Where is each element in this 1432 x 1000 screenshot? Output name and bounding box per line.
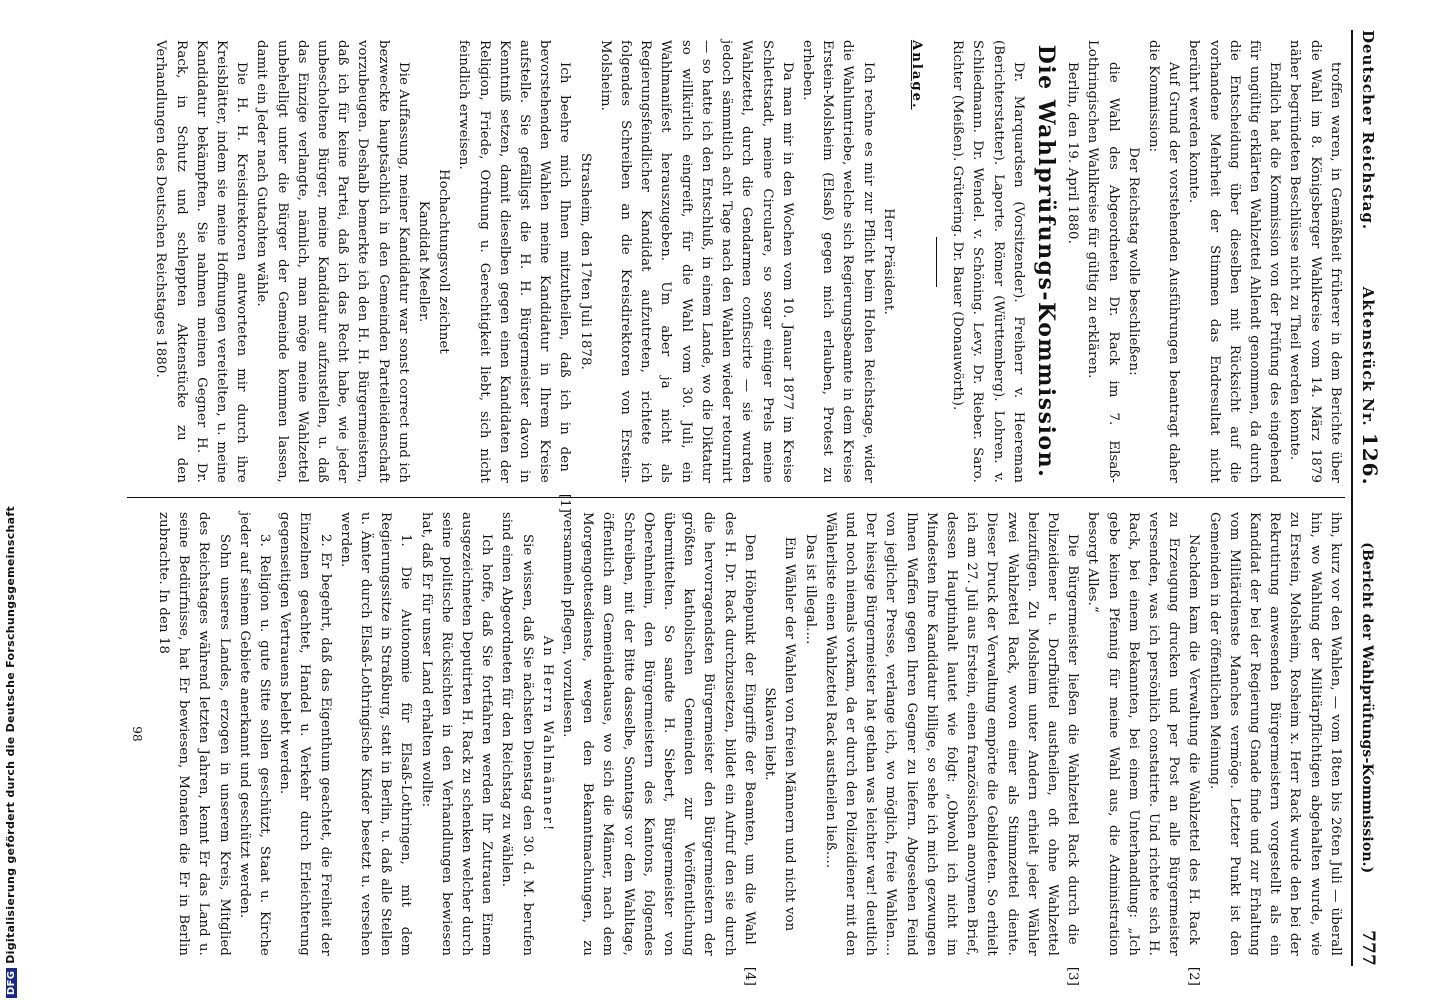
paragraph: 3. Religion u. gute Sitte sollen geschützt, Staat u. Kirche jeder auf seinem Gebiete anerkannt und geschützt werden. xyxy=(236,512,273,956)
margin-mark: [4] xyxy=(741,966,757,986)
digitization-note xyxy=(4,506,17,998)
paragraph-text: Den Höhepunkt der Eingriffe der Beamten, um die Wahl des H. Dr. Rack durchzusetzen, bildet ein Aufruf den sie durch die hervorragendsten Bürgermeister den Bürgermeistern der größten katholischen Gemeinden zur Veröffentlichung übermittelten. So sandte H. Siebert, Bürgermeister von Oberehnheim, den Bürgermeistern des Kantons, folgendes Schreiben, mit der Bitte dasselbe, Sonntags vor dem Wahltage, öffentlich am Gemeindehause, wo sich die Männer, nach dem Morgengottesdienste, wegen den Bekanntmachungen, zu versammeln pflegen, vorzulesen. xyxy=(560,512,757,956)
margin-mark: [1] xyxy=(557,493,573,513)
dfg-logo: DFG xyxy=(6,968,17,998)
paragraph: 1. Die Autonomie für Elsaß-Lothringen, mit dem Regierungssitze in Straßburg, statt in Berlin, u. daß alle Stellen u. Ämter durch Elsaß-Lothringische Kinder besetzt u. versehen werden. xyxy=(337,512,414,956)
anlage-heading: Anlage. xyxy=(908,40,924,110)
header-middle xyxy=(1358,287,1380,486)
paragraph: 2. Er begehrt, daß das Eigenthum geachtet, die Freiheit der Einzelnen geachtet, Handel u. Verkehr durch Erleichterung gegenseitigen Vertrauens belebt werden. xyxy=(277,512,333,956)
paragraph: Sie wissen, daß Sie nächsten Dienstag den 30. d. M. berufen sind einen Abgeordneten für den Reichstag zu wählen. xyxy=(499,512,535,956)
text-columns xyxy=(127,30,1345,986)
header-middle-prefix: Aktenstück Nr. xyxy=(1359,286,1377,427)
paragraph xyxy=(557,512,759,986)
paragraph: Sohn unseres Landes, erzogen in unserem Kreis, Mitglied des Reichstages während letzten Jahren, kennt Er das Land u. seine Bedürfnisse, hat Er bewiesen, Monaten die Er in Berlin zubrachte. In den 18 xyxy=(156,512,232,956)
document-number: 126. xyxy=(1358,432,1382,486)
divider xyxy=(936,237,937,287)
paragraph: Der Reichstag wolle beschließen: xyxy=(1125,147,1141,376)
left-column xyxy=(127,30,1345,513)
paragraph xyxy=(453,40,574,513)
address-heading: An Herrn Wahlmänner! xyxy=(539,635,555,833)
page-header xyxy=(1351,30,1380,966)
paragraph: Die H. H. Kreisdirektoren antworteten mir durch ihre Kreisblätter, indem sie meine Hoffnungen vereitelten, u. meine Kandidatur bekämpften. Sie nahmen meinen Gegner H. Dr. Rack, in Schutz und schleppten Aktenstücke zu den Verhandlungen des Deutschen Reichstages 1880. xyxy=(153,40,250,483)
margin-mark: [3] xyxy=(1065,966,1081,986)
paragraph-text: Nachdem kam die Verwaltung die Wahlzettel des H. Rack zu Erzeugung drucken und per Post an alle Bürgermeister versenden, was ich persönlich constatirte. Und richtete sich H. Rack, bei einem Bekannten, bei einem Unterhandlung: „Ich gebe keinen Pfennig für meine Wahl aus, die Administration besorgt Alles.“ xyxy=(1085,512,1202,956)
paragraph: Ich hoffe, daß Sie fortfahren werden Ihr Zutrauen Einem ausgezeichneten Deputirten H. Rack zu schenken welcher durch seine politische Rücksichten in den Verhandlungen bewiesen hat, daß Er für unser Land erhalten wollte: xyxy=(418,512,495,956)
paragraph: ihn, kurz vor den Wahlen, — vom 18ten bis 26ten Juli — überall hin, wo Wahlung der Militärpflichtigen abgehalten wurde, wie zu Erstein, Molsheim, Rosheim x. Herr Rack wurde den bei der Rekrutirung anwesenden Bürgermeistern vorgestellt als ein Kandidat der bei der Regierung Gnade finde und zur Erhaltung vom Militärdienste Manches vermöge. Letzter Punkt ist den Gemeinden in der öffentlichen Meinung. xyxy=(1206,512,1343,956)
paragraph-text: Ich beehre mich Ihnen mitzutheilen, daß ich in den bevorstehenden Wahlen meine Kandidatur in Ihrem Kreise aufstelle. Sie gefälligst die H. H. Bürgermeister davon in Kenntniß setzen, damit dieselben gegen einen Kandidaten der Religion, Friede, Ordnung u. Gerechtigkeit liebt, sich nicht feindlich erweisen. xyxy=(456,40,573,483)
quote-signature: Ein Wähler der Wahlen von freien Männern und nicht von Sklaven liebt. xyxy=(762,536,798,932)
paragraph: troffen waren, in Gemäßheit früherer in dem Berichte über die Wahl im 8. Königsberger Wahlkreise vom 14. März 1879 näher begründeten Beschlüsse nicht zu Theil werden konnte. xyxy=(1287,40,1343,483)
margin-mark: [2] xyxy=(1186,966,1202,986)
footer-number: 98 xyxy=(129,726,144,742)
paragraph: Das ist illegal.... xyxy=(802,534,818,645)
page-number: 777 xyxy=(1358,930,1378,966)
header-left: Deutscher Reichstag. xyxy=(1359,30,1377,231)
paragraph: Endlich hat die Kommission von der Prüfung des eingehend für ungültig erklärten Wahlzettel Ahlendt genommen, da durch die Entscheidung über dieselben mit Rücksicht auf die vorhandene Mehrheit der Stimmen das Endresultat nicht berührt werden konnte. xyxy=(1186,40,1283,483)
paragraph: Da man mir in den Wochen vom 10. Januar 1877 im Kreise Schlettstadt, meine Circulare, so sogar einiger Prels meine Wahlzettel, durch die Gendarmen confiscirte — sie wurden jedoch sämmtlich acht Tage nach den Wahlen wieder retournirt — so hatte ich den Entschluß, in einem Lande, wo die Diktatur so willkürlich eingreift, für die Wahl vom 30. Juli, ein Wahlmanifest herauszugeben. Um aber ja nicht als Regierungsfeindlicher Kandidat aufzutreten, richtete ich folgendes Schreiben an die Kreisdirektoren von Erstein-Molsheim. xyxy=(597,40,795,483)
paragraph xyxy=(820,512,1083,986)
paragraph xyxy=(1082,512,1203,986)
paragraph: Auf Grund der vorstehenden Ausführungen beantragt daher die Kommission: xyxy=(1145,40,1182,483)
header-right: (Bericht der Wahlprüfungs-Kommission.) xyxy=(1359,542,1375,874)
commission-title: Die Wahlprüfungs-Kommission. xyxy=(1032,44,1059,479)
dateline: Berlin, den 19. April 1880. xyxy=(1065,62,1081,244)
paragraph: Ich rechne es mir zur Pflicht beim Hohen Reichstage, wider die Wahlumtriebe, welche sich Regierungsbeamte in dem Kreise Erstein-Molsheim (Elsaß) gegen mich erlauben, Protest zu erheben. xyxy=(799,40,876,483)
paragraph: Die Auffassung, meiner Kandidatur war sonst correct und ich bezweckte hauptsächlich in den Gemeinden Parteileidenschaft vorzubeugen. Deshalb bemerkte ich den H. H. Bürgermeistern, daß ich für keine Partei, daß ich das Recht habe, wie jeder unbescholtene Bürger, meine Kandidatur aufzustellen, u. daß das Einzige verlangte, nämlich, man möge meine Wahlzettel unbehelligt unter die Bürger der Gemeinde kommen lassen, damit ein Jeder nach Gutachten wähle. xyxy=(254,40,411,483)
salutation: Herr Präsident. xyxy=(880,208,896,315)
signature: Kandidat Meeller. xyxy=(416,200,432,323)
closing: Hochachtungsvoll zeichnet xyxy=(436,169,452,354)
digitization-text: Digitalisierung gefördert durch die Deutsche Forschungsgemeinschaft xyxy=(4,505,17,964)
paragraph: die Wahl des Abgeordneten Dr. Rack im 7. Elsaß-Lothringischen Wahlkreise für gültig zu erklären. xyxy=(1085,40,1121,483)
document-page xyxy=(12,0,1392,1000)
letter-date: Strasheim, den 17ten Juli 1878. xyxy=(577,153,593,370)
paragraph-text: Die Bürgermeister ließen die Wahlzettel Rack durch die Polizeidiener u. Dorfbüttel austheilen, oft ohne Wahlzettel beizufügen. Zu Molsheim unter Andern erhielt jeder Wähler zwei Wahlzettel Rack, wovon einer als Stimmzettel diente. Dieser Druck der Verwaltung empörte die Gebildeten. So erhielt ich am 27. Juli aus Erstein, einen französischen anonymen Brief, dessen Hauptinhalt lautet wie folgt: „Obwohl ich nicht im Mindesten Ihre Kandidatur billige, so sehe ich mich gezwungen Ihnen Waffen gegen Ihren Gegner zu liefern. Abgesehen Feind von jeglicher Presse, verlange ich, wo möglich, freie Wahlen.... Der hiesige Bürgermeister hat gethan was leichter war! deutlich und noch niemals vorkam, da er durch den Polizeidiener mit den Wählerliste einen Wahlzettel Rack austheilen ließ.... xyxy=(822,512,1081,956)
right-column xyxy=(127,498,1345,986)
commission-members: Dr. Marquardsen (Vorsitzender). Freiherr v. Heereman (Berichterstatter). Laporte. Römer (Württemberg). Lohren. v. Schliedmann. Dr. Wendel. v. Schöning. Levy. Dr. Rieber. Saro. Richter (Meißen). Grütering. Dr. Bauer (Donauwörth). xyxy=(950,40,1026,483)
